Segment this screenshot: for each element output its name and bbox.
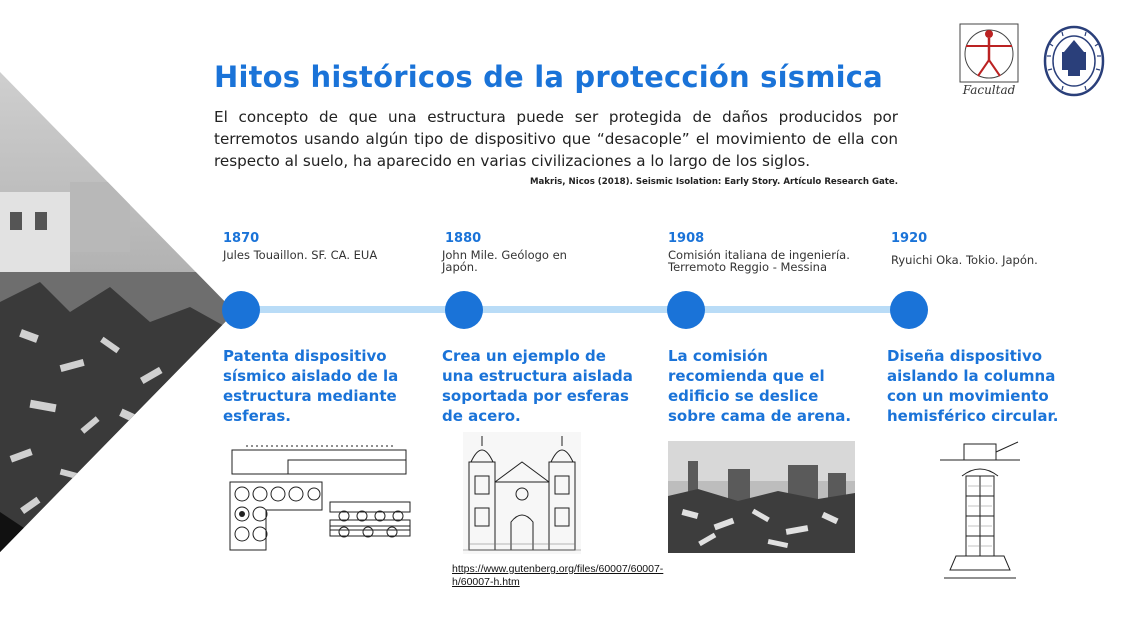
milestone-description: La comisión recomienda que el edificio se deslice sobre cama de arena. (668, 347, 852, 425)
university-seal-logo (1042, 24, 1106, 98)
milestone-year: 1880 (445, 231, 482, 246)
svg-text:Facultad: Facultad (962, 83, 1016, 97)
timeline-dot-1870 (222, 291, 260, 329)
milestone-place: John Mile. Geólogo en Japón. (442, 248, 567, 274)
milestone-place: Jules Touaillon. SF. CA. EUA (223, 248, 378, 262)
milestone-place: Ryuichi Oka. Tokio. Japón. (891, 253, 1038, 267)
facultad-logo (956, 22, 1022, 98)
column-device-drawing (936, 440, 1024, 585)
milestone-description: Patenta dispositivo sísmico aislado de la estructura mediante esferas. (223, 347, 399, 425)
church-drawing (463, 432, 581, 554)
page-title: Hitos históricos de la protección sísmica (214, 60, 883, 94)
milestone-year: 1908 (668, 231, 705, 246)
messina-ruins-photo (668, 441, 855, 553)
gutenberg-source-link[interactable]: https://www.gutenberg.org/files/60007/60007-h/60007-h.htm (452, 563, 664, 588)
timeline-line (240, 306, 910, 313)
intro-paragraph: El concepto de que una estructura puede ser protegida de daños producidos por terremotos usando algún tipo de dispositivo que “desacople” el movimiento de ella con respecto al suelo, ha aparecido en varias civilizaciones a lo largo de los siglos. (214, 108, 898, 170)
milestone-description: Crea un ejemplo de una estructura aislada soportada por esferas de acero. (442, 347, 633, 425)
timeline-dot-1920 (890, 291, 928, 329)
earthquake-ruins-photo (0, 72, 235, 552)
patent-device-drawing (226, 440, 420, 552)
citation: Makris, Nicos (2018). Seismic Isolation: Early Story. Artículo Research Gate. (529, 177, 898, 187)
milestone-description: Diseña dispositivo aislando la columna con un movimiento hemisférico circular. (887, 347, 1059, 425)
timeline-dot-1880 (445, 291, 483, 329)
milestone-year: 1870 (223, 231, 260, 246)
milestone-year: 1920 (891, 231, 928, 246)
timeline-dot-1908 (667, 291, 705, 329)
milestone-place: Comisión italiana de ingeniería. Terremoto Reggio - Messina (668, 248, 850, 274)
